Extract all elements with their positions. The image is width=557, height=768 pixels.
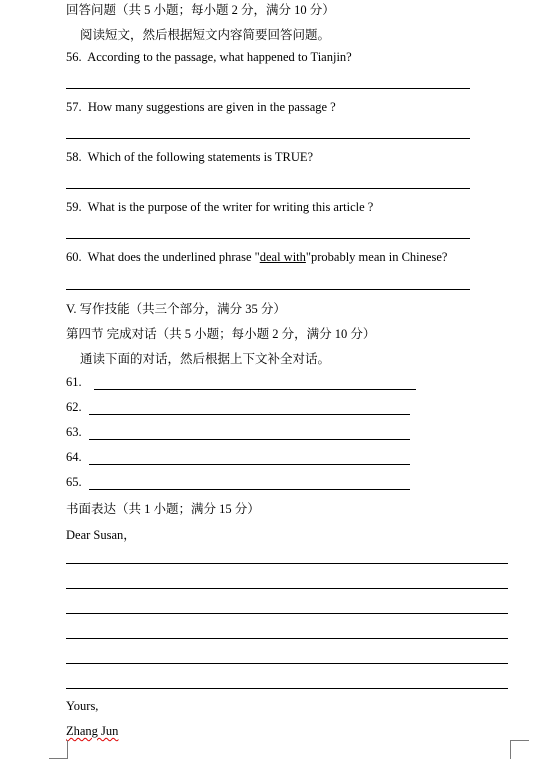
dialog-blank-61[interactable] bbox=[94, 389, 416, 390]
dialog-number-65: 65. bbox=[66, 475, 82, 489]
question-number: 58. bbox=[66, 150, 82, 164]
essay-line[interactable] bbox=[66, 688, 508, 689]
answer-line-57[interactable] bbox=[66, 138, 470, 139]
writing-section-title: V. 写作技能（共三个部分，满分 35 分） bbox=[66, 302, 286, 316]
question-number: 57. bbox=[66, 100, 82, 114]
dialog-number-61: 61. bbox=[66, 375, 82, 389]
essay-line[interactable] bbox=[66, 563, 508, 564]
question-59 bbox=[66, 200, 373, 215]
question-text: According to the passage, what happened to Tianjin? bbox=[87, 50, 352, 64]
crop-mark-bottom-left bbox=[49, 740, 68, 759]
question-text: Which of the following statements is TRUE? bbox=[87, 150, 314, 164]
underlined-phrase: deal with bbox=[259, 250, 306, 264]
section-title: 回答问题（共 5 小题；每小题 2 分，满分 10 分） bbox=[66, 3, 335, 17]
dialog-number-63: 63. bbox=[66, 425, 82, 439]
question-text: How many suggestions are given in the passage ? bbox=[87, 100, 336, 114]
essay-line[interactable] bbox=[66, 663, 508, 664]
essay-line[interactable] bbox=[66, 638, 508, 639]
dialog-instruction: 通读下面的对话，然后根据上下文补全对话。 bbox=[80, 352, 331, 366]
dialog-blank-64[interactable] bbox=[89, 464, 410, 465]
answer-line-59[interactable] bbox=[66, 238, 470, 239]
crop-mark-bottom-right bbox=[510, 740, 529, 759]
closing: Yours, bbox=[66, 699, 99, 713]
answer-line-58[interactable] bbox=[66, 188, 470, 189]
question-57 bbox=[66, 100, 336, 115]
question-text-before: What does the underlined phrase " bbox=[87, 250, 260, 264]
dialog-number-62: 62. bbox=[66, 400, 82, 414]
essay-line[interactable] bbox=[66, 613, 508, 614]
dialog-blank-65[interactable] bbox=[89, 489, 410, 490]
salutation: Dear Susan， bbox=[66, 528, 136, 542]
essay-line[interactable] bbox=[66, 588, 508, 589]
signature: Zhang Jun bbox=[66, 724, 119, 738]
dialog-number-64: 64. bbox=[66, 450, 82, 464]
question-text-after: "probably mean in Chinese? bbox=[305, 250, 448, 264]
answer-line-60[interactable] bbox=[66, 289, 470, 290]
question-56 bbox=[66, 50, 352, 65]
dialog-blank-63[interactable] bbox=[89, 439, 410, 440]
question-text: What is the purpose of the writer for writing this article ? bbox=[87, 200, 374, 214]
question-number: 59. bbox=[66, 200, 82, 214]
section-instruction: 阅读短文，然后根据短文内容简要回答问题。 bbox=[80, 28, 331, 42]
question-60 bbox=[66, 250, 447, 265]
dialog-blank-62[interactable] bbox=[89, 414, 410, 415]
essay-title: 书面表达（共 1 小题；满分 15 分） bbox=[66, 502, 260, 516]
question-number: 56. bbox=[66, 50, 82, 64]
section-four-title: 第四节 完成对话（共 5 小题；每小题 2 分，满分 10 分） bbox=[66, 327, 376, 341]
question-58 bbox=[66, 150, 313, 165]
question-number: 60. bbox=[66, 250, 82, 264]
answer-line-56[interactable] bbox=[66, 88, 470, 89]
